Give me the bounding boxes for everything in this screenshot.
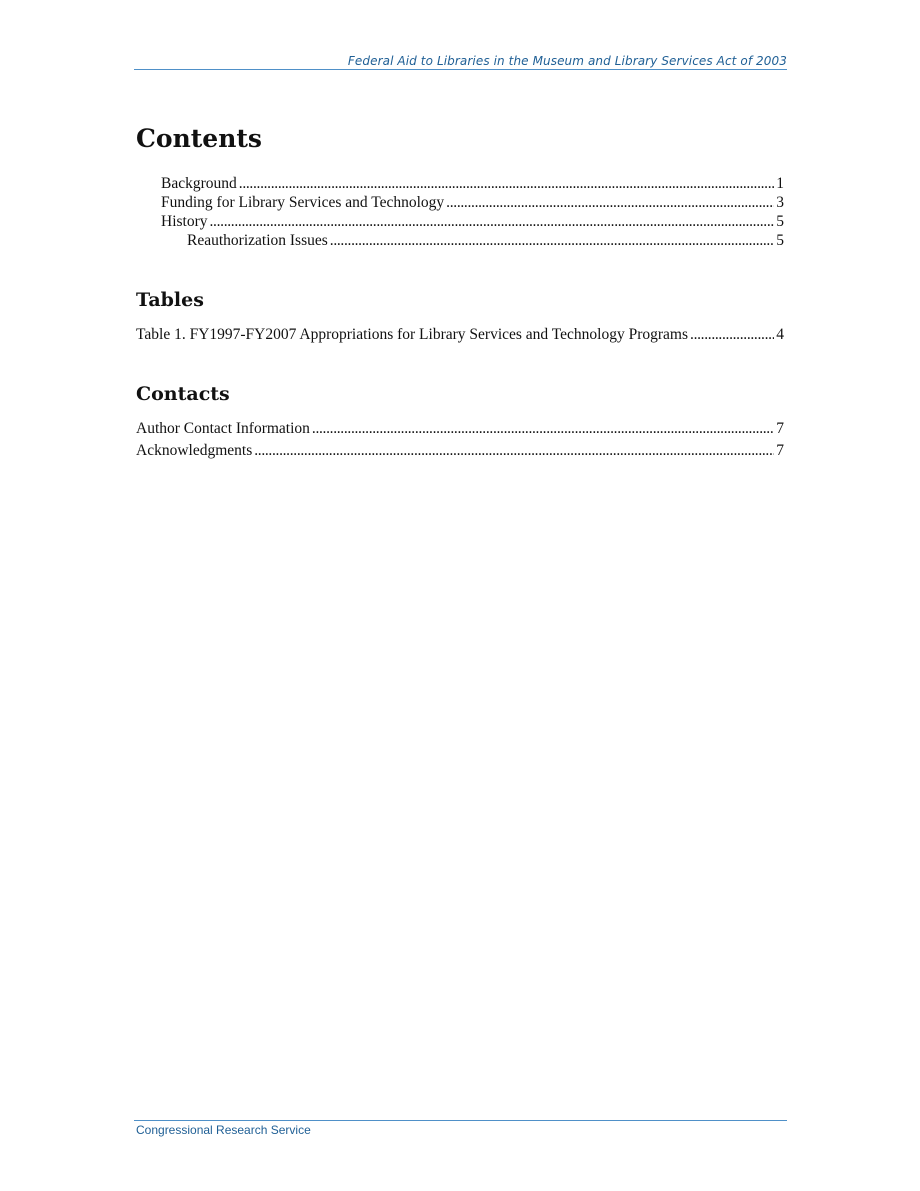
toc-entry-label: Table 1. FY1997-FY2007 Appropriations for Library Services and Technology Programs	[136, 326, 689, 343]
footer-divider	[134, 1120, 787, 1121]
running-header-title: Federal Aid to Libraries in the Museum and Library Services Act of 2003	[347, 54, 787, 68]
dot-leader	[446, 193, 774, 212]
toc-entry-label: Acknowledgments	[136, 442, 253, 459]
toc-entry-funding[interactable]	[161, 193, 784, 212]
contacts-list	[136, 418, 784, 462]
toc-entry-page: 5	[776, 232, 784, 249]
toc-entry-page: 5	[776, 213, 784, 230]
toc-entry-page: 7	[776, 420, 784, 437]
toc-entry-history[interactable]	[161, 212, 784, 231]
contacts-heading: Contacts	[136, 383, 230, 405]
header-divider	[134, 69, 787, 70]
toc-entry-label: Funding for Library Services and Technology	[161, 194, 445, 211]
dot-leader	[239, 174, 774, 193]
dot-leader	[690, 325, 774, 344]
toc-entry-page: 7	[776, 442, 784, 459]
dot-leader	[254, 440, 774, 462]
toc-entry-label: Reauthorization Issues	[187, 232, 328, 249]
contents-heading: Contents	[136, 124, 263, 153]
footer-organization: Congressional Research Service	[136, 1123, 311, 1137]
dot-leader	[330, 231, 774, 250]
toc-entry-acknowledgments[interactable]	[136, 440, 784, 462]
toc-entry-label: Author Contact Information	[136, 420, 310, 437]
toc-entry-page: 3	[776, 194, 784, 211]
toc-entry-reauthorization-issues[interactable]	[161, 231, 784, 250]
tables-list	[136, 325, 784, 344]
toc-entry-table-1[interactable]	[136, 325, 784, 344]
contents-list	[161, 174, 784, 250]
toc-entry-label: Background	[161, 175, 237, 192]
toc-entry-page: 4	[776, 326, 784, 343]
dot-leader	[210, 212, 775, 231]
toc-entry-label: History	[161, 213, 208, 230]
dot-leader	[312, 418, 774, 440]
tables-heading: Tables	[136, 289, 204, 311]
toc-entry-author-contact[interactable]	[136, 418, 784, 440]
toc-entry-page: 1	[776, 175, 784, 192]
toc-entry-background[interactable]	[161, 174, 784, 193]
